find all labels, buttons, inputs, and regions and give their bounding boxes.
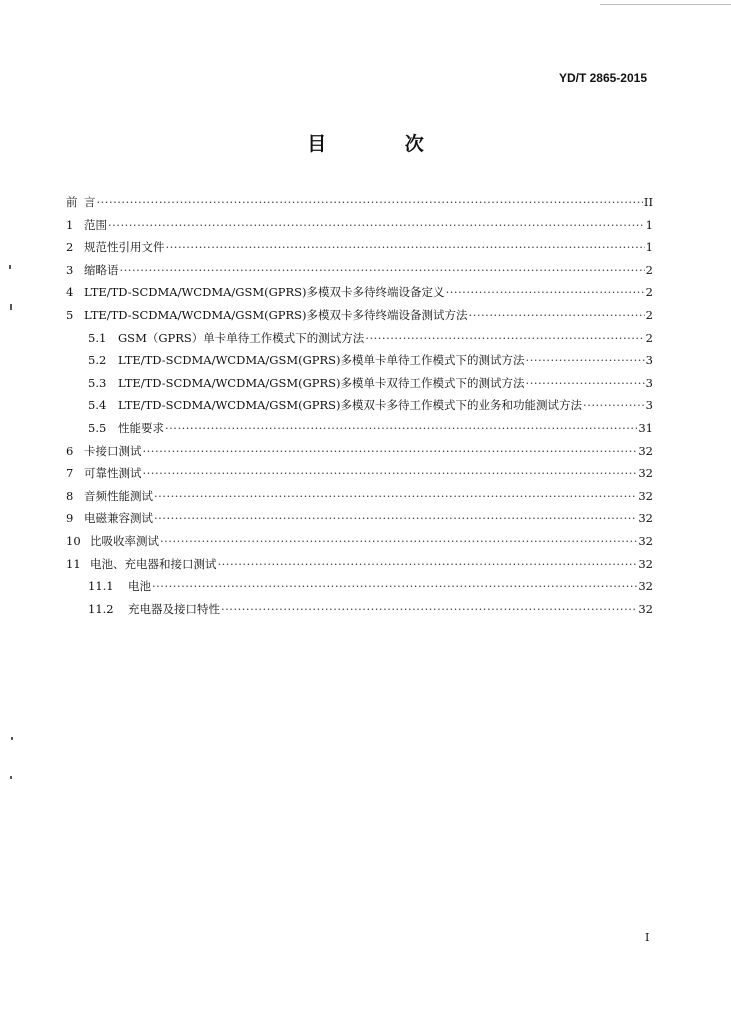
dot-leader [154, 511, 637, 525]
toc-entry-page: 32 [638, 443, 653, 458]
toc-entry-number: 4 [66, 285, 74, 300]
toc-entry-title: LTE/TD-SCDMA/WCDMA/GSM(GPRS)多模单卡单待工作模式下的测试方法 [118, 353, 525, 368]
toc-entry-5[interactable] [66, 308, 653, 331]
toc-entry-number: 8 [66, 488, 74, 503]
dot-leader [120, 263, 645, 277]
dot-leader [526, 353, 645, 367]
toc-entry-7[interactable] [66, 466, 653, 489]
toc-entry-5-3[interactable] [66, 376, 653, 399]
toc-entry-5-2[interactable] [66, 353, 653, 376]
toc-entry-title: 音频性能测试 [84, 488, 153, 503]
toc-entry-page: 32 [638, 601, 653, 616]
toc-entry-number: 10 [66, 533, 81, 548]
toc-entry-page: 3 [645, 398, 653, 413]
toc-entry-11-2[interactable] [66, 602, 653, 625]
toc-entry-number: 5.3 [88, 375, 107, 390]
toc-entry-title: 可靠性测试 [84, 466, 142, 481]
toc-entry-page: 3 [645, 375, 653, 390]
toc-entry-title: GSM（GPRS）单卡单待工作模式下的测试方法 [118, 330, 365, 345]
toc-entry-page: 31 [638, 420, 653, 435]
toc-entry-title: 卡接口测试 [84, 443, 142, 458]
toc-entry-page: 2 [645, 285, 653, 300]
toc-entry-number: 7 [66, 466, 74, 481]
toc-entry-page: 32 [638, 579, 653, 594]
toc-entry-page: 2 [645, 330, 653, 345]
toc-entry-page: 3 [645, 353, 653, 368]
toc-entry-number: 11.2 [88, 601, 114, 616]
dot-leader [160, 534, 637, 548]
toc-entry-5-5[interactable] [66, 421, 653, 444]
toc-entry-title: 言 [84, 195, 96, 209]
toc-entry-4[interactable] [66, 285, 653, 308]
scan-speck [10, 304, 12, 310]
toc-entry-9[interactable] [66, 511, 653, 534]
dot-leader [154, 489, 637, 503]
toc-entry-number: 5.5 [88, 420, 107, 435]
dot-leader [143, 466, 638, 480]
toc-entry-page: 32 [638, 533, 653, 548]
toc-title: 目 次 [307, 133, 460, 155]
toc-entry-page: 2 [645, 262, 653, 277]
dot-leader [97, 195, 643, 209]
toc-entry-5-4[interactable] [66, 398, 653, 421]
toc-entry-title: LTE/TD-SCDMA/WCDMA/GSM(GPRS)多模双卡多待终端设备定义 [84, 285, 445, 300]
dot-leader [143, 444, 638, 458]
dot-leader [583, 398, 645, 412]
dot-leader [165, 421, 637, 435]
toc-entry-title: 电磁兼容测试 [84, 511, 153, 526]
toc-entry-number: 3 [66, 262, 74, 277]
toc-entry-title: 电池、充电器和接口测试 [90, 556, 217, 571]
toc-entry-title: 规范性引用文件 [84, 240, 165, 255]
toc-entry-number: 5 [66, 307, 74, 322]
toc-entry-page: 1 [645, 240, 653, 255]
dot-leader [526, 376, 645, 390]
dot-leader [469, 308, 645, 322]
dot-leader [365, 331, 644, 345]
document-code: YD/T 2865-2015 [558, 71, 647, 85]
dot-leader [108, 218, 645, 232]
dot-leader [152, 579, 637, 593]
toc-entry-page: 32 [638, 511, 653, 526]
toc-entry-title: LTE/TD-SCDMA/WCDMA/GSM(GPRS)多模双卡多待工作模式下的业务和功能测试方法 [118, 398, 583, 413]
toc-entry-1[interactable] [66, 218, 653, 241]
dot-leader [446, 285, 645, 299]
toc-entry-10[interactable] [66, 534, 653, 557]
toc-entry-2[interactable] [66, 240, 653, 263]
dot-leader [218, 557, 638, 571]
toc-entry-title: 性能要求 [118, 420, 164, 435]
toc-entry-5-1[interactable] [66, 331, 653, 354]
toc-entry-title: LTE/TD-SCDMA/WCDMA/GSM(GPRS)多模双卡多待终端设备测试方法 [84, 307, 468, 322]
toc-entry-title: LTE/TD-SCDMA/WCDMA/GSM(GPRS)多模单卡双待工作模式下的测试方法 [118, 375, 525, 390]
toc-entry-8[interactable] [66, 489, 653, 512]
toc-entry-number: 11.1 [88, 579, 114, 594]
dot-leader [221, 602, 637, 616]
toc-entry-number: 6 [66, 443, 74, 458]
toc-entry-number: 5.4 [88, 398, 107, 413]
toc-entry-number: 1 [66, 217, 74, 232]
scan-speck [10, 776, 12, 779]
toc-entry-page: 32 [638, 556, 653, 571]
toc-entry-foreword[interactable] [66, 195, 653, 218]
top-edge-rule [600, 4, 731, 5]
toc-entry-number: 9 [66, 511, 74, 526]
toc-entry-number: 2 [66, 240, 74, 255]
scan-speck [9, 265, 11, 269]
toc-entry-3[interactable] [66, 263, 653, 286]
toc-entry-11[interactable] [66, 557, 653, 580]
toc-entry-number: 11 [66, 556, 81, 571]
toc-entry-11-1[interactable] [66, 579, 653, 602]
table-of-contents [66, 195, 653, 624]
toc-entry-number: 前 [66, 195, 78, 209]
toc-entry-page: II [643, 195, 653, 209]
toc-entry-title: 缩略语 [84, 262, 119, 277]
toc-entry-page: 2 [645, 307, 653, 322]
scan-speck [11, 737, 13, 740]
toc-entry-title: 比吸收率测试 [90, 533, 159, 548]
toc-entry-6[interactable] [66, 444, 653, 467]
toc-entry-number: 5.2 [88, 353, 107, 368]
toc-entry-page: 32 [638, 488, 653, 503]
page-number: I [645, 931, 650, 944]
toc-entry-title: 充电器及接口特性 [128, 601, 220, 616]
toc-entry-title: 范围 [84, 217, 107, 232]
toc-entry-title: 电池 [128, 579, 151, 594]
dot-leader [166, 240, 645, 254]
toc-entry-page: 32 [638, 466, 653, 481]
toc-entry-page: 1 [645, 217, 653, 232]
toc-entry-number: 5.1 [88, 330, 107, 345]
